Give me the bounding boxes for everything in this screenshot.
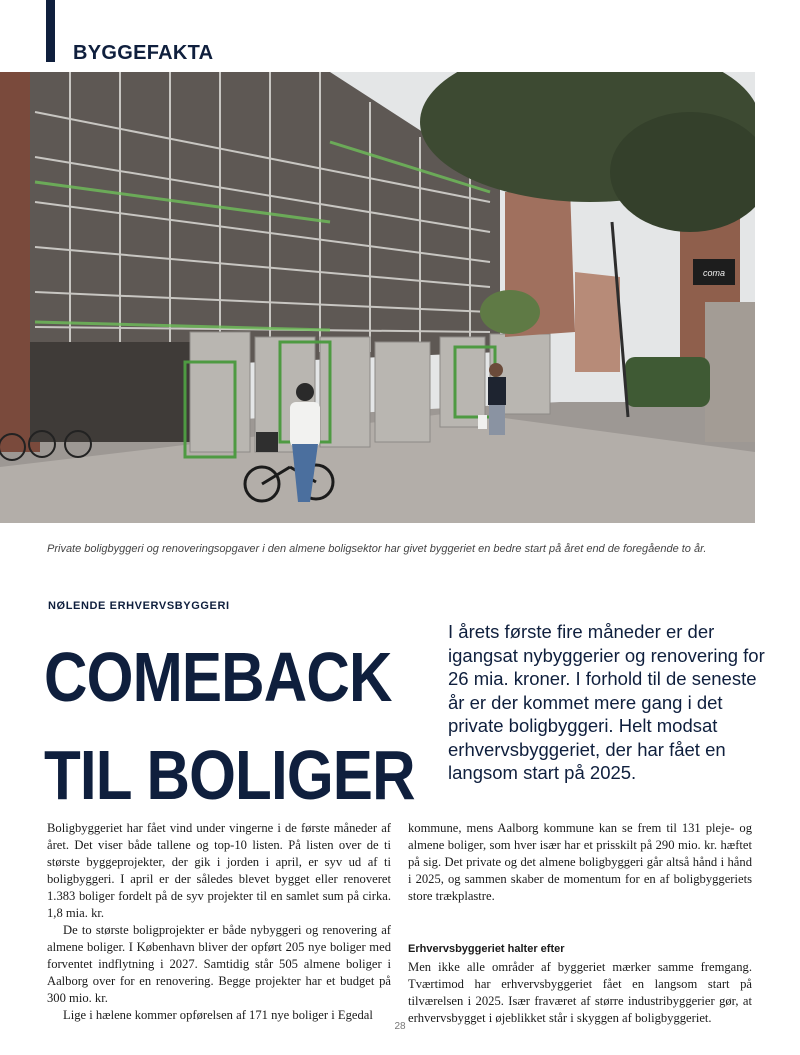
section-label: BYGGEFAKTA bbox=[73, 42, 214, 64]
article-column-left bbox=[47, 820, 391, 1024]
headline-line: TIL BOLIGER bbox=[44, 736, 415, 814]
shop-sign-text: coma bbox=[702, 268, 726, 278]
body-paragraph: De to største boligprojekter er både nybyggeri og renovering af almene boliger. I København bliver der opført 205 nye boliger med forventet indflytning i 2027. Samtidig står 505 almene boliger i Aalborg over for en renovering. Begge projekter har et budget på 300 mio. kr. bbox=[47, 923, 391, 1005]
body-paragraph: Lige i hælene kommer opførelsen af 171 nye boliger i Egedal bbox=[63, 1008, 373, 1022]
photo-caption: Private boligbyggeri og renoveringsopgaver i den almene boligsektor har givet byggeriet en bedre start på året end de foregående to år. bbox=[47, 543, 707, 555]
article-headline bbox=[44, 628, 415, 824]
section-accent-bar bbox=[46, 0, 55, 62]
article-kicker: NØLENDE ERHVERVSBYGGERI bbox=[48, 600, 230, 612]
body-paragraph: kommune, mens Aalborg kommune kan se frem til 131 pleje- og almene boliger, som hver især har et prisskilt på 290 mio. kr. hæftet på sig. Det private og det almene boligbyggeri går altså hånd i hånd i 2025, og sammen skaber de momentum for en af boligbyggeriets store trækplastre. bbox=[408, 821, 752, 903]
body-paragraph: Boligbyggeriet har fået vind under vingerne i de første måneder af året. Det viser både tallene og top-10 listen. På listen over de ti største byggeprojekter, der gik i jorden i april, er syv ud af ti boligbyggeri. I april er der således blevet bygget eller renoveret 1.383 boliger fordelt på de syv projekter til en samlet sum på cirka. 1,8 mia. kr. bbox=[47, 821, 391, 920]
headline-line: COMEBACK bbox=[44, 638, 392, 716]
article-column-right bbox=[408, 820, 752, 1027]
body-paragraph: Men ikke alle områder af byggeriet mærker samme fremgang. Tværtimod har erhvervsbyggeriet fået en langsom start på tilværelsen i 2025. Især fraværet af større industribyggerier gør, at erhvervsbygget i øjeblikket står i skyggen af boligbyggeriet. bbox=[408, 960, 752, 1025]
article-subhead: Erhvervsbyggeriet halter efter bbox=[408, 943, 565, 955]
article-photo bbox=[0, 72, 755, 523]
article-deck: I årets første fire måneder er der igangsat nybyggerier og renovering for 26 mia. kroner. I forhold til de seneste år er der kommet mere gang i det private boligbyggeri. Helt modsat erhvervsbyggeriet, der har fået en langsom start på 2025. bbox=[448, 621, 765, 783]
page-number: 28 bbox=[394, 1021, 406, 1032]
